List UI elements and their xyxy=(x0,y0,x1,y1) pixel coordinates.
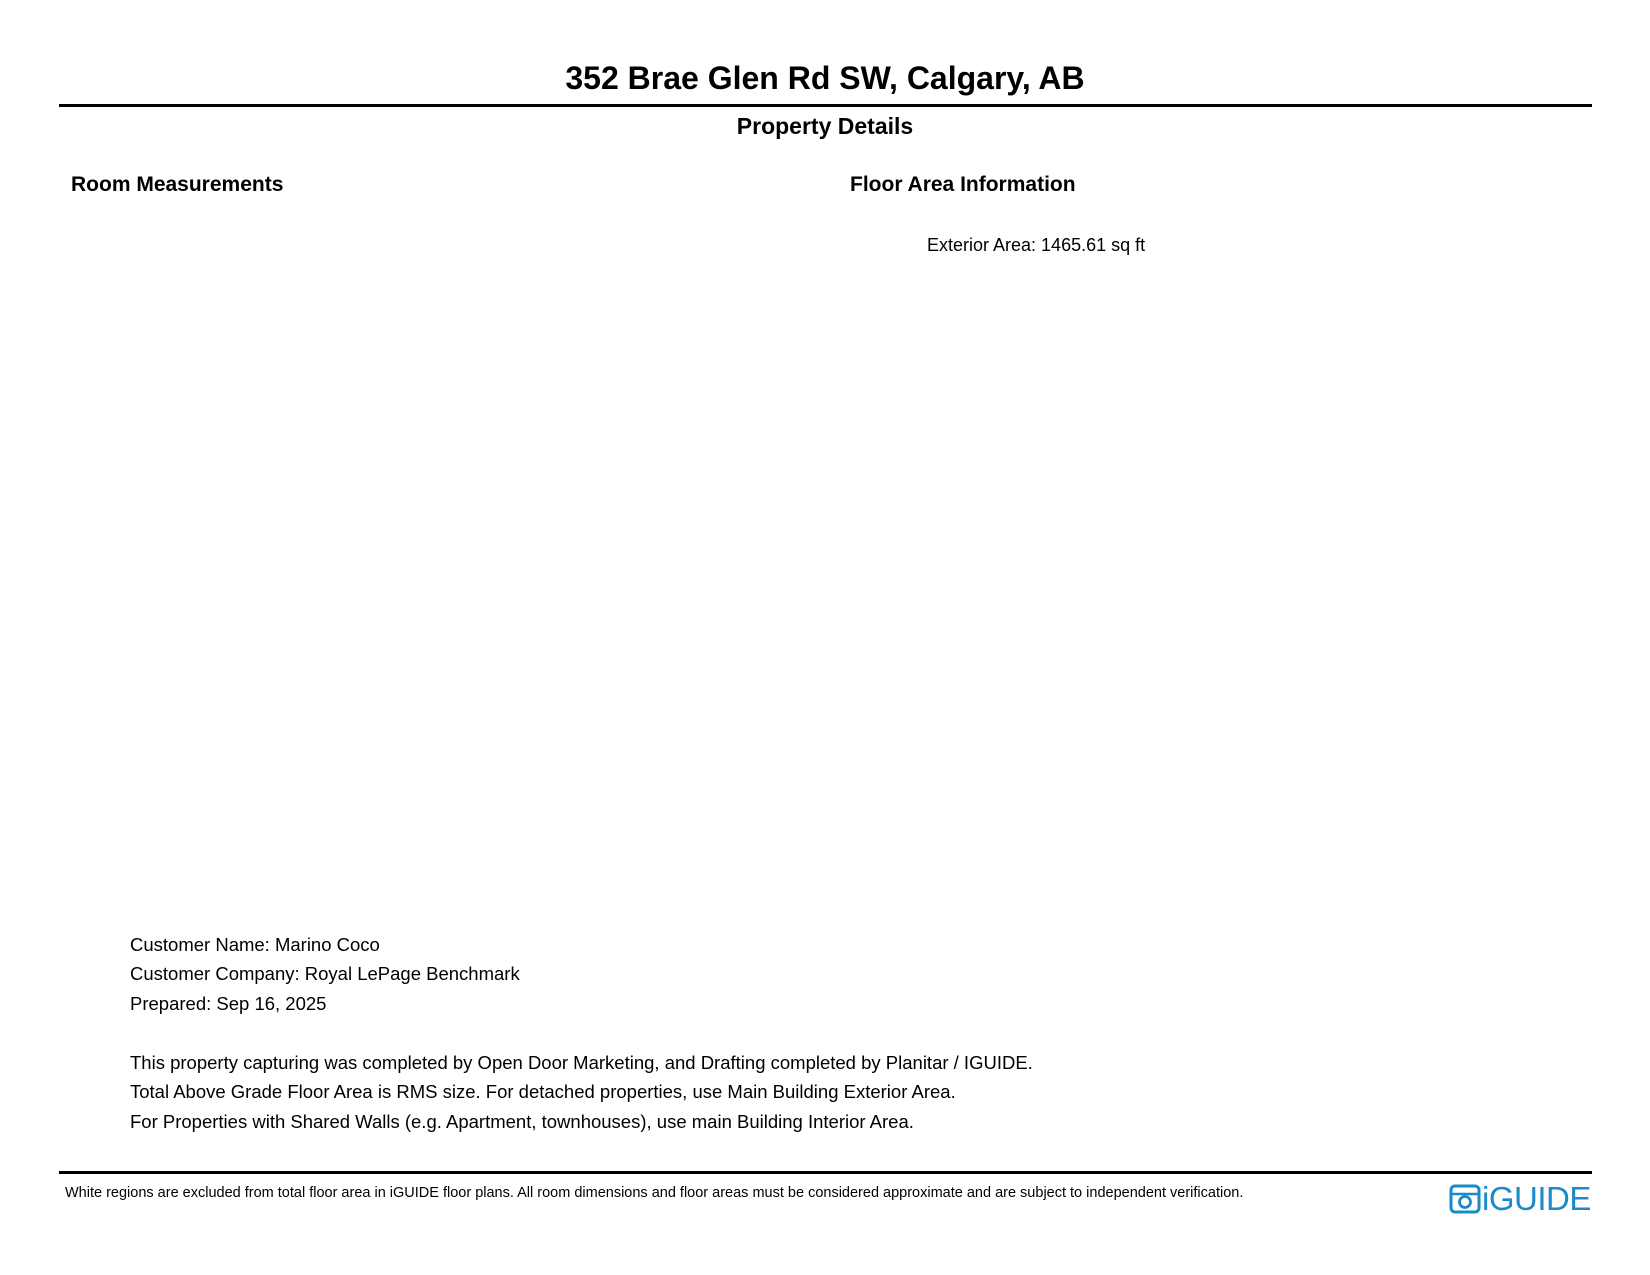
floor-area-note: Total Above Grade Floor Area is RMS size. For detached properties, use Main Building Exterior Area. xyxy=(130,1081,956,1102)
room-measurements-heading: Room Measurements xyxy=(71,173,284,196)
footer-divider xyxy=(59,1171,1592,1174)
capture-note: This property capturing was completed by Open Door Marketing, and Drafting completed by Planitar / IGUIDE. xyxy=(130,1052,1033,1073)
iguide-logo-text: iGUIDE xyxy=(1482,1180,1591,1217)
page-title: 352 Brae Glen Rd SW, Calgary, AB xyxy=(565,60,1085,96)
iguide-camera-icon xyxy=(1449,1183,1481,1215)
exterior-area-value: Exterior Area: 1465.61 sq ft xyxy=(927,235,1146,255)
customer-company: Customer Company: Royal LePage Benchmark xyxy=(130,963,520,984)
iguide-logo xyxy=(1449,1182,1591,1216)
header-divider xyxy=(59,104,1592,107)
shared-walls-note: For Properties with Shared Walls (e.g. Apartment, townhouses), use main Building Interior Area. xyxy=(130,1111,914,1132)
section-title: Property Details xyxy=(736,113,914,139)
prepared-date: Prepared: Sep 16, 2025 xyxy=(130,993,327,1014)
customer-name: Customer Name: Marino Coco xyxy=(130,934,380,955)
footer-disclaimer: White regions are excluded from total floor area in iGUIDE floor plans. All room dimensions and floor areas must be considered approximate and are subject to independent verification. xyxy=(65,1185,1244,1201)
floor-area-heading: Floor Area Information xyxy=(850,173,1076,196)
